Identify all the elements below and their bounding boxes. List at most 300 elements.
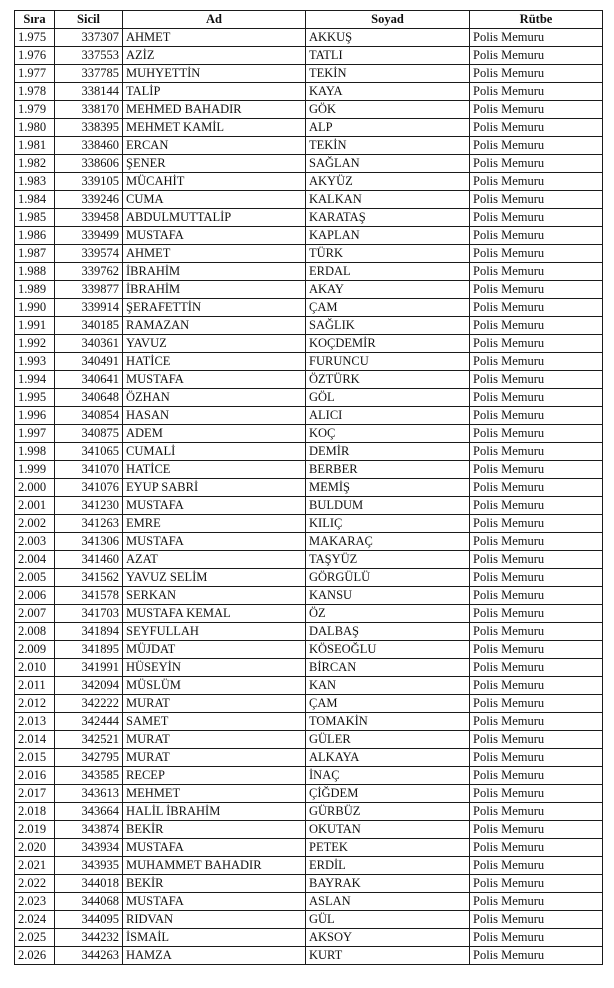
cell-ad: TALİP bbox=[123, 83, 306, 101]
cell-sicil: 341895 bbox=[55, 641, 123, 659]
cell-ad: HATİCE bbox=[123, 353, 306, 371]
table-row bbox=[15, 137, 603, 155]
cell-soyad: ASLAN bbox=[306, 893, 470, 911]
cell-sicil: 342094 bbox=[55, 677, 123, 695]
cell-sira: 1.978 bbox=[15, 83, 55, 101]
table-row bbox=[15, 911, 603, 929]
cell-sicil: 340641 bbox=[55, 371, 123, 389]
cell-rutbe: Polis Memuru bbox=[470, 857, 603, 875]
cell-rutbe: Polis Memuru bbox=[470, 713, 603, 731]
cell-sicil: 339458 bbox=[55, 209, 123, 227]
cell-rutbe: Polis Memuru bbox=[470, 101, 603, 119]
cell-sicil: 344263 bbox=[55, 947, 123, 965]
cell-rutbe: Polis Memuru bbox=[470, 479, 603, 497]
cell-rutbe: Polis Memuru bbox=[470, 209, 603, 227]
cell-sira: 2.011 bbox=[15, 677, 55, 695]
cell-sira: 1.996 bbox=[15, 407, 55, 425]
cell-sira: 1.997 bbox=[15, 425, 55, 443]
cell-ad: MUSTAFA bbox=[123, 839, 306, 857]
cell-soyad: KANSU bbox=[306, 587, 470, 605]
cell-rutbe: Polis Memuru bbox=[470, 443, 603, 461]
cell-rutbe: Polis Memuru bbox=[470, 191, 603, 209]
cell-sira: 2.018 bbox=[15, 803, 55, 821]
cell-rutbe: Polis Memuru bbox=[470, 461, 603, 479]
table-row bbox=[15, 803, 603, 821]
cell-soyad: KALKAN bbox=[306, 191, 470, 209]
cell-soyad: KOÇ bbox=[306, 425, 470, 443]
cell-sicil: 339762 bbox=[55, 263, 123, 281]
cell-ad: CUMA bbox=[123, 191, 306, 209]
cell-sicil: 343934 bbox=[55, 839, 123, 857]
table-row bbox=[15, 569, 603, 587]
cell-ad: RECEP bbox=[123, 767, 306, 785]
table-row bbox=[15, 623, 603, 641]
table-row bbox=[15, 101, 603, 119]
cell-sira: 2.001 bbox=[15, 497, 55, 515]
cell-ad: ERCAN bbox=[123, 137, 306, 155]
cell-rutbe: Polis Memuru bbox=[470, 803, 603, 821]
cell-sicil: 343585 bbox=[55, 767, 123, 785]
cell-ad: ÖZHAN bbox=[123, 389, 306, 407]
cell-sira: 1.994 bbox=[15, 371, 55, 389]
cell-soyad: BULDUM bbox=[306, 497, 470, 515]
cell-sicil: 344095 bbox=[55, 911, 123, 929]
cell-sira: 2.005 bbox=[15, 569, 55, 587]
table-row bbox=[15, 767, 603, 785]
cell-soyad: İNAÇ bbox=[306, 767, 470, 785]
table-row bbox=[15, 479, 603, 497]
cell-ad: HASAN bbox=[123, 407, 306, 425]
cell-sicil: 339877 bbox=[55, 281, 123, 299]
cell-soyad: KILIÇ bbox=[306, 515, 470, 533]
cell-rutbe: Polis Memuru bbox=[470, 65, 603, 83]
cell-sicil: 340854 bbox=[55, 407, 123, 425]
cell-soyad: KAN bbox=[306, 677, 470, 695]
cell-rutbe: Polis Memuru bbox=[470, 947, 603, 965]
cell-sira: 2.024 bbox=[15, 911, 55, 929]
cell-ad: SEYFULLAH bbox=[123, 623, 306, 641]
cell-soyad: GÜLER bbox=[306, 731, 470, 749]
cell-rutbe: Polis Memuru bbox=[470, 227, 603, 245]
cell-sira: 2.008 bbox=[15, 623, 55, 641]
cell-ad: HAMZA bbox=[123, 947, 306, 965]
cell-rutbe: Polis Memuru bbox=[470, 533, 603, 551]
personnel-table bbox=[14, 10, 603, 965]
cell-ad: MUHYETTİN bbox=[123, 65, 306, 83]
cell-sicil: 339574 bbox=[55, 245, 123, 263]
cell-rutbe: Polis Memuru bbox=[470, 677, 603, 695]
cell-sira: 2.004 bbox=[15, 551, 55, 569]
cell-ad: YAVUZ bbox=[123, 335, 306, 353]
cell-rutbe: Polis Memuru bbox=[470, 119, 603, 137]
table-row bbox=[15, 281, 603, 299]
cell-ad: MURAT bbox=[123, 749, 306, 767]
table-row bbox=[15, 587, 603, 605]
cell-soyad: DEMİR bbox=[306, 443, 470, 461]
cell-sicil: 338395 bbox=[55, 119, 123, 137]
cell-sicil: 343935 bbox=[55, 857, 123, 875]
table-row bbox=[15, 785, 603, 803]
cell-soyad: TOMAKİN bbox=[306, 713, 470, 731]
cell-soyad: PETEK bbox=[306, 839, 470, 857]
table-row bbox=[15, 875, 603, 893]
cell-ad: AHMET bbox=[123, 29, 306, 47]
cell-ad: MEHMET bbox=[123, 785, 306, 803]
cell-rutbe: Polis Memuru bbox=[470, 749, 603, 767]
cell-rutbe: Polis Memuru bbox=[470, 263, 603, 281]
cell-rutbe: Polis Memuru bbox=[470, 929, 603, 947]
table-row bbox=[15, 443, 603, 461]
cell-rutbe: Polis Memuru bbox=[470, 785, 603, 803]
cell-soyad: TATLI bbox=[306, 47, 470, 65]
table-row bbox=[15, 29, 603, 47]
cell-sira: 1.979 bbox=[15, 101, 55, 119]
cell-rutbe: Polis Memuru bbox=[470, 389, 603, 407]
cell-soyad: KAPLAN bbox=[306, 227, 470, 245]
cell-ad: BEKİR bbox=[123, 875, 306, 893]
cell-soyad: ALICI bbox=[306, 407, 470, 425]
cell-rutbe: Polis Memuru bbox=[470, 425, 603, 443]
table-row bbox=[15, 533, 603, 551]
cell-soyad: GÖRGÜLÜ bbox=[306, 569, 470, 587]
cell-sira: 1.985 bbox=[15, 209, 55, 227]
cell-ad: RAMAZAN bbox=[123, 317, 306, 335]
cell-sira: 2.007 bbox=[15, 605, 55, 623]
cell-ad: SERKAN bbox=[123, 587, 306, 605]
cell-soyad: AKAY bbox=[306, 281, 470, 299]
cell-rutbe: Polis Memuru bbox=[470, 821, 603, 839]
cell-ad: MURAT bbox=[123, 731, 306, 749]
cell-sicil: 341076 bbox=[55, 479, 123, 497]
table-row bbox=[15, 713, 603, 731]
cell-ad: AZİZ bbox=[123, 47, 306, 65]
cell-sicil: 340648 bbox=[55, 389, 123, 407]
cell-rutbe: Polis Memuru bbox=[470, 731, 603, 749]
cell-sira: 1.986 bbox=[15, 227, 55, 245]
cell-ad: MUHAMMET BAHADIR bbox=[123, 857, 306, 875]
cell-ad: MÜJDAT bbox=[123, 641, 306, 659]
cell-sicil: 337785 bbox=[55, 65, 123, 83]
cell-soyad: ERDAL bbox=[306, 263, 470, 281]
cell-sicil: 340491 bbox=[55, 353, 123, 371]
cell-ad: ŞERAFETTİN bbox=[123, 299, 306, 317]
cell-soyad: ERDİL bbox=[306, 857, 470, 875]
cell-rutbe: Polis Memuru bbox=[470, 587, 603, 605]
cell-ad: HALİL İBRAHİM bbox=[123, 803, 306, 821]
cell-ad: MUSTAFA bbox=[123, 497, 306, 515]
cell-sira: 1.975 bbox=[15, 29, 55, 47]
cell-ad: AHMET bbox=[123, 245, 306, 263]
cell-sicil: 341230 bbox=[55, 497, 123, 515]
table-body bbox=[15, 29, 603, 965]
cell-ad: SAMET bbox=[123, 713, 306, 731]
table-row bbox=[15, 83, 603, 101]
cell-soyad: ÇİĞDEM bbox=[306, 785, 470, 803]
cell-soyad: ALP bbox=[306, 119, 470, 137]
cell-soyad: ÖZTÜRK bbox=[306, 371, 470, 389]
cell-sicil: 341460 bbox=[55, 551, 123, 569]
cell-sira: 1.977 bbox=[15, 65, 55, 83]
cell-sira: 2.019 bbox=[15, 821, 55, 839]
cell-soyad: AKKUŞ bbox=[306, 29, 470, 47]
cell-sicil: 341562 bbox=[55, 569, 123, 587]
cell-sira: 2.021 bbox=[15, 857, 55, 875]
cell-soyad: OKUTAN bbox=[306, 821, 470, 839]
cell-ad: MUSTAFA bbox=[123, 227, 306, 245]
table-row bbox=[15, 155, 603, 173]
cell-sicil: 344232 bbox=[55, 929, 123, 947]
table-row bbox=[15, 389, 603, 407]
cell-sicil: 338144 bbox=[55, 83, 123, 101]
cell-sira: 1.992 bbox=[15, 335, 55, 353]
cell-sira: 2.014 bbox=[15, 731, 55, 749]
cell-soyad: TAŞYÜZ bbox=[306, 551, 470, 569]
cell-sicil: 341703 bbox=[55, 605, 123, 623]
table-row bbox=[15, 641, 603, 659]
cell-rutbe: Polis Memuru bbox=[470, 299, 603, 317]
cell-rutbe: Polis Memuru bbox=[470, 515, 603, 533]
cell-sicil: 341065 bbox=[55, 443, 123, 461]
table-row bbox=[15, 407, 603, 425]
cell-sira: 2.003 bbox=[15, 533, 55, 551]
cell-ad: RIDVAN bbox=[123, 911, 306, 929]
cell-rutbe: Polis Memuru bbox=[470, 839, 603, 857]
cell-soyad: SAĞLAN bbox=[306, 155, 470, 173]
cell-ad: HÜSEYİN bbox=[123, 659, 306, 677]
cell-rutbe: Polis Memuru bbox=[470, 605, 603, 623]
cell-soyad: BİRCAN bbox=[306, 659, 470, 677]
cell-sicil: 340875 bbox=[55, 425, 123, 443]
cell-rutbe: Polis Memuru bbox=[470, 641, 603, 659]
cell-rutbe: Polis Memuru bbox=[470, 281, 603, 299]
header-rutbe: Rütbe bbox=[470, 11, 603, 29]
cell-ad: MEHMET KAMİL bbox=[123, 119, 306, 137]
cell-sicil: 342444 bbox=[55, 713, 123, 731]
cell-sira: 1.987 bbox=[15, 245, 55, 263]
cell-ad: MUSTAFA bbox=[123, 533, 306, 551]
table-row bbox=[15, 821, 603, 839]
header-sira: Sıra bbox=[15, 11, 55, 29]
cell-ad: AZAT bbox=[123, 551, 306, 569]
cell-soyad: GÜRBÜZ bbox=[306, 803, 470, 821]
cell-sicil: 339105 bbox=[55, 173, 123, 191]
cell-ad: İBRAHİM bbox=[123, 263, 306, 281]
table-row bbox=[15, 551, 603, 569]
cell-sicil: 343664 bbox=[55, 803, 123, 821]
cell-sira: 2.023 bbox=[15, 893, 55, 911]
cell-sira: 1.982 bbox=[15, 155, 55, 173]
cell-rutbe: Polis Memuru bbox=[470, 407, 603, 425]
cell-rutbe: Polis Memuru bbox=[470, 371, 603, 389]
header-sicil: Sicil bbox=[55, 11, 123, 29]
cell-ad: İSMAİL bbox=[123, 929, 306, 947]
cell-sira: 1.983 bbox=[15, 173, 55, 191]
cell-sira: 1.980 bbox=[15, 119, 55, 137]
cell-sira: 2.006 bbox=[15, 587, 55, 605]
cell-rutbe: Polis Memuru bbox=[470, 497, 603, 515]
table-row bbox=[15, 209, 603, 227]
cell-soyad: BAYRAK bbox=[306, 875, 470, 893]
cell-sira: 1.995 bbox=[15, 389, 55, 407]
cell-ad: BEKİR bbox=[123, 821, 306, 839]
cell-sicil: 341263 bbox=[55, 515, 123, 533]
cell-sira: 1.981 bbox=[15, 137, 55, 155]
cell-sicil: 341070 bbox=[55, 461, 123, 479]
cell-sicil: 342795 bbox=[55, 749, 123, 767]
cell-rutbe: Polis Memuru bbox=[470, 155, 603, 173]
table-row bbox=[15, 677, 603, 695]
table-row bbox=[15, 299, 603, 317]
cell-rutbe: Polis Memuru bbox=[470, 83, 603, 101]
cell-soyad: AKSOY bbox=[306, 929, 470, 947]
cell-sira: 1.990 bbox=[15, 299, 55, 317]
cell-soyad: KARATAŞ bbox=[306, 209, 470, 227]
cell-sicil: 341578 bbox=[55, 587, 123, 605]
cell-sira: 2.002 bbox=[15, 515, 55, 533]
cell-rutbe: Polis Memuru bbox=[470, 335, 603, 353]
cell-rutbe: Polis Memuru bbox=[470, 173, 603, 191]
cell-soyad: KÖSEOĞLU bbox=[306, 641, 470, 659]
cell-soyad: SAĞLIK bbox=[306, 317, 470, 335]
table-row bbox=[15, 353, 603, 371]
cell-sicil: 343874 bbox=[55, 821, 123, 839]
table-row bbox=[15, 173, 603, 191]
cell-rutbe: Polis Memuru bbox=[470, 659, 603, 677]
cell-sicil: 341306 bbox=[55, 533, 123, 551]
header-soyad: Soyad bbox=[306, 11, 470, 29]
cell-sira: 2.016 bbox=[15, 767, 55, 785]
cell-rutbe: Polis Memuru bbox=[470, 137, 603, 155]
cell-rutbe: Polis Memuru bbox=[470, 569, 603, 587]
cell-sicil: 342222 bbox=[55, 695, 123, 713]
cell-sira: 1.976 bbox=[15, 47, 55, 65]
cell-ad: ADEM bbox=[123, 425, 306, 443]
cell-sicil: 338460 bbox=[55, 137, 123, 155]
cell-ad: EMRE bbox=[123, 515, 306, 533]
cell-rutbe: Polis Memuru bbox=[470, 875, 603, 893]
cell-ad: MÜCAHİT bbox=[123, 173, 306, 191]
cell-ad: MUSTAFA bbox=[123, 371, 306, 389]
cell-sira: 2.009 bbox=[15, 641, 55, 659]
cell-sira: 1.991 bbox=[15, 317, 55, 335]
cell-rutbe: Polis Memuru bbox=[470, 47, 603, 65]
table-header-row bbox=[15, 11, 603, 29]
cell-sicil: 341894 bbox=[55, 623, 123, 641]
cell-sira: 2.000 bbox=[15, 479, 55, 497]
cell-sicil: 337307 bbox=[55, 29, 123, 47]
table-row bbox=[15, 65, 603, 83]
cell-sira: 2.012 bbox=[15, 695, 55, 713]
cell-sicil: 339499 bbox=[55, 227, 123, 245]
table-row bbox=[15, 371, 603, 389]
cell-soyad: TEKİN bbox=[306, 65, 470, 83]
cell-sicil: 340361 bbox=[55, 335, 123, 353]
cell-sicil: 339246 bbox=[55, 191, 123, 209]
cell-ad: MUSTAFA bbox=[123, 893, 306, 911]
cell-ad: YAVUZ SELİM bbox=[123, 569, 306, 587]
cell-rutbe: Polis Memuru bbox=[470, 695, 603, 713]
cell-soyad: ALKAYA bbox=[306, 749, 470, 767]
cell-sira: 1.999 bbox=[15, 461, 55, 479]
cell-soyad: GÖK bbox=[306, 101, 470, 119]
cell-soyad: FURUNCU bbox=[306, 353, 470, 371]
cell-ad: MUSTAFA KEMAL bbox=[123, 605, 306, 623]
cell-soyad: ÖZ bbox=[306, 605, 470, 623]
table-row bbox=[15, 425, 603, 443]
cell-sira: 2.017 bbox=[15, 785, 55, 803]
cell-soyad: KOÇDEMİR bbox=[306, 335, 470, 353]
cell-sira: 2.020 bbox=[15, 839, 55, 857]
table-row bbox=[15, 335, 603, 353]
table-row bbox=[15, 929, 603, 947]
cell-soyad: GÜL bbox=[306, 911, 470, 929]
cell-sicil: 343613 bbox=[55, 785, 123, 803]
table-row bbox=[15, 695, 603, 713]
cell-rutbe: Polis Memuru bbox=[470, 551, 603, 569]
cell-soyad: GÖL bbox=[306, 389, 470, 407]
cell-ad: EYUP SABRİ bbox=[123, 479, 306, 497]
cell-soyad: ÇAM bbox=[306, 695, 470, 713]
cell-soyad: MEMİŞ bbox=[306, 479, 470, 497]
cell-sira: 2.025 bbox=[15, 929, 55, 947]
cell-soyad: ÇAM bbox=[306, 299, 470, 317]
table-row bbox=[15, 263, 603, 281]
cell-sicil: 338170 bbox=[55, 101, 123, 119]
table-row bbox=[15, 497, 603, 515]
cell-sira: 2.010 bbox=[15, 659, 55, 677]
cell-soyad: KAYA bbox=[306, 83, 470, 101]
table-row bbox=[15, 191, 603, 209]
cell-ad: MURAT bbox=[123, 695, 306, 713]
cell-sicil: 341991 bbox=[55, 659, 123, 677]
table-row bbox=[15, 119, 603, 137]
table-row bbox=[15, 515, 603, 533]
cell-sira: 2.026 bbox=[15, 947, 55, 965]
table-row bbox=[15, 461, 603, 479]
cell-soyad: DALBAŞ bbox=[306, 623, 470, 641]
cell-ad: ŞENER bbox=[123, 155, 306, 173]
cell-sicil: 340185 bbox=[55, 317, 123, 335]
table-row bbox=[15, 839, 603, 857]
table-row bbox=[15, 317, 603, 335]
cell-sira: 1.993 bbox=[15, 353, 55, 371]
cell-soyad: KURT bbox=[306, 947, 470, 965]
table-row bbox=[15, 947, 603, 965]
cell-sicil: 339914 bbox=[55, 299, 123, 317]
cell-sicil: 344018 bbox=[55, 875, 123, 893]
table-row bbox=[15, 47, 603, 65]
cell-sira: 1.998 bbox=[15, 443, 55, 461]
cell-soyad: MAKARAÇ bbox=[306, 533, 470, 551]
cell-sira: 2.015 bbox=[15, 749, 55, 767]
cell-rutbe: Polis Memuru bbox=[470, 911, 603, 929]
cell-sicil: 338606 bbox=[55, 155, 123, 173]
cell-soyad: TÜRK bbox=[306, 245, 470, 263]
cell-rutbe: Polis Memuru bbox=[470, 29, 603, 47]
cell-sira: 2.022 bbox=[15, 875, 55, 893]
table-row bbox=[15, 605, 603, 623]
table-row bbox=[15, 749, 603, 767]
cell-soyad: TEKİN bbox=[306, 137, 470, 155]
table-row bbox=[15, 893, 603, 911]
table-row bbox=[15, 227, 603, 245]
cell-sira: 1.989 bbox=[15, 281, 55, 299]
cell-rutbe: Polis Memuru bbox=[470, 245, 603, 263]
cell-sicil: 337553 bbox=[55, 47, 123, 65]
cell-sira: 2.013 bbox=[15, 713, 55, 731]
cell-ad: HATİCE bbox=[123, 461, 306, 479]
cell-soyad: BERBER bbox=[306, 461, 470, 479]
